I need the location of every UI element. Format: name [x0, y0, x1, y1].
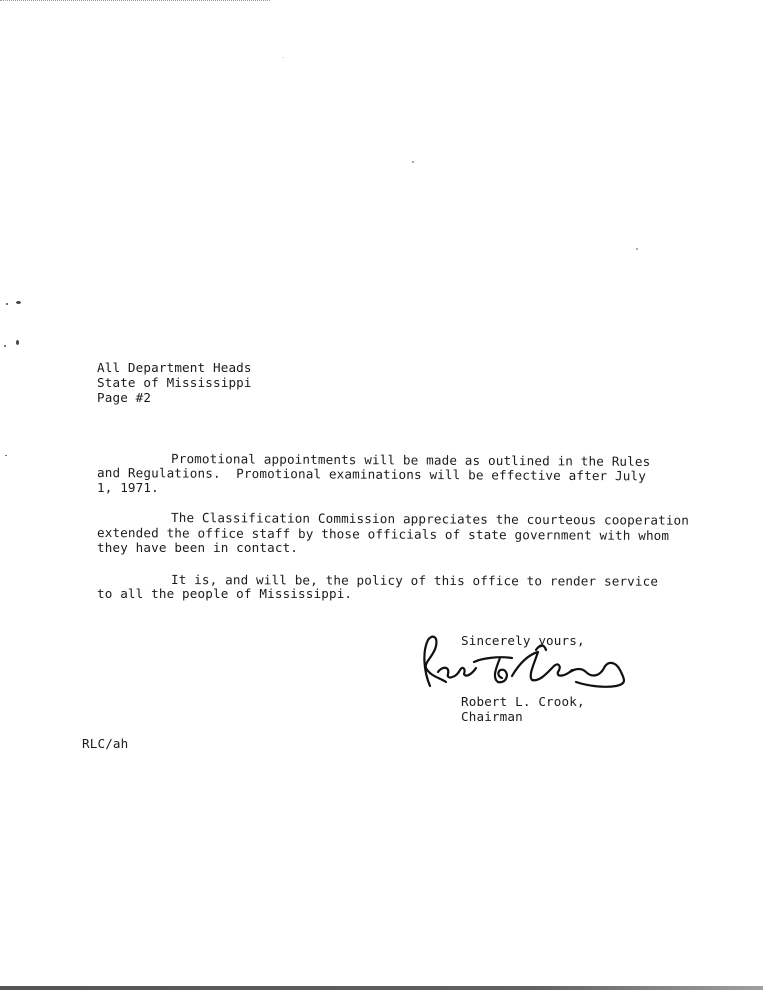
signer-title: Chairman: [461, 709, 523, 724]
paragraph-1-line-1: Promotional appointments will be made as outlined in the Rules: [170, 451, 651, 469]
bottom-scan-edge: [0, 986, 763, 990]
state-line: State of Mississippi: [97, 375, 252, 390]
paragraph-2-line-1: The Classification Commission appreciates the courteous cooperation: [170, 510, 690, 528]
paragraph-1-line-2: and Regulations. Promotional examinations will be effective after July: [96, 465, 647, 484]
top-dotted-edge: [0, 0, 270, 3]
paragraph-3-line-2: to all the people of Mississippi.: [97, 586, 353, 601]
paragraph-3-line-1: It is, and will be, the policy of this office to render service: [170, 572, 659, 589]
reference-initials: RLC/ah: [82, 736, 129, 751]
paragraph-2-line-2: extended the office staff by those officials of state government with whom: [96, 525, 670, 543]
recipient-line: All Department Heads: [97, 360, 252, 375]
salutation: Sincerely yours,: [461, 633, 585, 648]
paragraph-2-line-3: they have been in contact.: [97, 540, 299, 555]
handwritten-signature: [416, 632, 632, 692]
signer-name: Robert L. Crook,: [461, 694, 585, 709]
page-number-line: Page #2: [97, 390, 152, 405]
paragraph-1-line-3: 1, 1971.: [97, 480, 159, 495]
